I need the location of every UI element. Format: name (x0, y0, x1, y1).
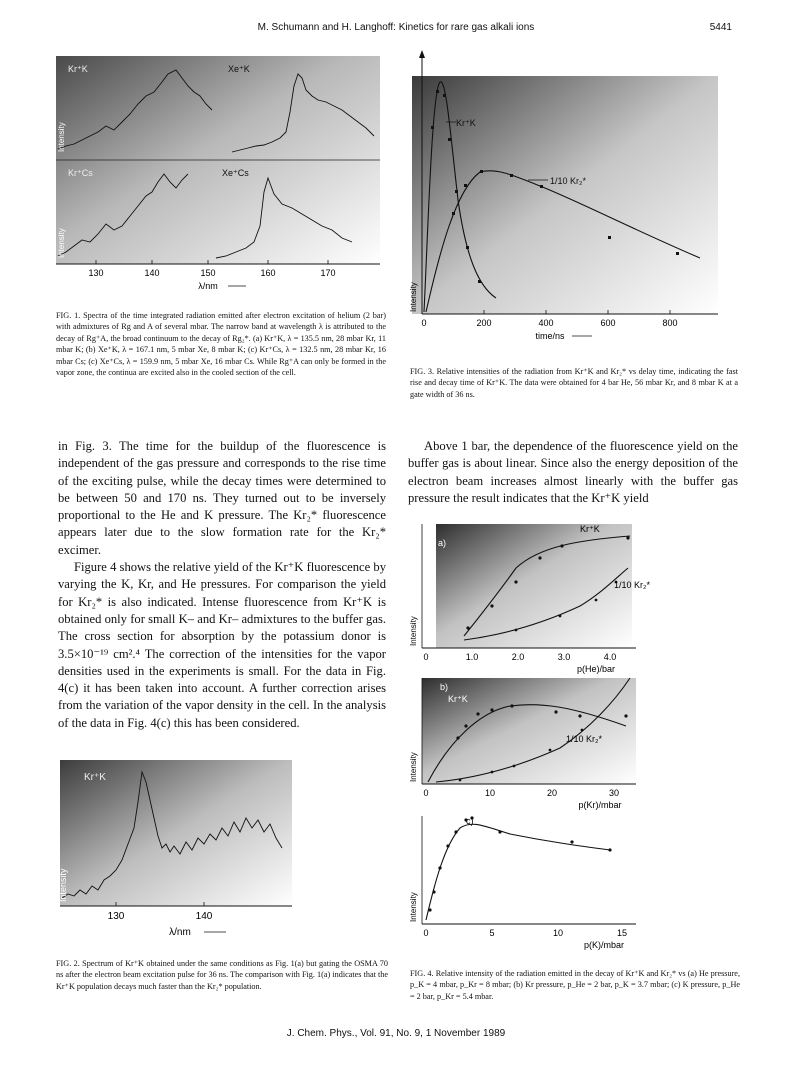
paragraph-1: in Fig. 3. The time for the buildup of the fluorescence is independent of the gas pressure and corresponds to the rise time of the exciting pulse, while the decay times were determined to be between 50 and 170 ns. They turned out to be inversely proportional to the He and K pressure. The Kr₂* fluorescence appears later due to the slow formation rate for the Kr₂* excimer. (58, 439, 386, 557)
fig3-xtick-800: 800 (662, 318, 678, 328)
fig2-xtick-140: 140 (195, 911, 213, 922)
figure-4-caption: FIG. 4. Relative intensity of the radiation emitted in the decay of Kr⁺K and Kr₂* vs (a) He pressure, p_K = 4 mbar, p_Kr = 8 mbar; (b) Kr pressure, p_He = 2 bar, p_K = 3.7 mbar; (c) K pressure, p_He = 2 bar, p_Kr = 5.4 mbar. (410, 969, 740, 1001)
fig1-label-kr-k: Kr⁺K (68, 64, 88, 74)
panel-a-xtick-3: 3.0 (557, 652, 571, 662)
journal-footer: J. Chem. Phys., Vol. 91, No. 9, 1 November 1989 (286, 1028, 506, 1039)
running-title: M. Schumann and H. Langhoff: Kinetics for rare gas alkali ions (257, 22, 535, 33)
fig1-ylabel-bottom: Intensity (57, 228, 66, 258)
panel-c-tag: c) (466, 816, 474, 826)
fig3-xtick-400: 400 (538, 318, 554, 328)
fig2-xtick-130: 130 (107, 911, 125, 922)
fig3-xtick-0: 0 (421, 318, 427, 328)
panel-c-ylabel: Intensity (409, 892, 418, 922)
fig3-xlabel: time/ns (535, 331, 565, 341)
fig2-ylabel: Intensity (58, 868, 68, 902)
panel-a-xtick-1: 1.0 (465, 652, 479, 662)
paragraph-right: Above 1 bar, the dependence of the fluorescence yield on the buffer gas is about linear. Since also the energy deposition of the electron beam increases almost linearly with the buffer gas pressure the result indicates that the Kr⁺K yield (408, 439, 738, 505)
panel-b-xtick-0: 0 (423, 788, 429, 798)
panel-c-xtick-3: 15 (616, 928, 628, 938)
fig2-xlabel: λ/nm (169, 927, 191, 938)
figure-2-graphic (56, 758, 296, 950)
panel-b-xtick-1: 10 (484, 788, 496, 798)
panel-a-tag: a) (438, 538, 447, 548)
fig1-xtick-150: 150 (200, 268, 216, 278)
panel-b-label-kr-k: Kr⁺K (448, 694, 468, 704)
panel-b-ylabel: Intensity (409, 752, 418, 782)
panel-b-xtick-3: 30 (608, 788, 620, 798)
figure-1-graphic (56, 56, 380, 296)
panel-b-xtick-2: 20 (546, 788, 558, 798)
panel-b-tag: b) (440, 682, 449, 692)
fig3-xtick-200: 200 (476, 318, 492, 328)
figure-1 (56, 56, 380, 296)
fig1-ylabel-top: Intensity (57, 122, 66, 152)
fig1-label-kr-cs: Kr⁺Cs (68, 168, 93, 178)
fig1-xlabel: λ/nm (198, 281, 218, 291)
fig1-xtick-170: 170 (320, 268, 336, 278)
fig2-label-kr-k: Kr⁺K (84, 772, 106, 783)
panel-c-curve (426, 824, 610, 920)
fig3-ylabel: Intensity (409, 282, 418, 312)
panel-c-xtick-2: 10 (552, 928, 564, 938)
figure-4 (400, 516, 740, 956)
panel-a-ylabel: Intensity (409, 616, 418, 646)
fig3-xtick-600: 600 (600, 318, 616, 328)
figure-3-caption: FIG. 3. Relative intensities of the radiation from Kr⁺K and Kr₂* vs delay time, indicating the fast rise and decay time of Kr⁺K. The data were obtained for 4 bar He, 56 mbar Kr, and 8 mbar K at a gate width of 36 ns. (410, 367, 738, 399)
panel-a-xtick-4: 4.0 (603, 652, 617, 662)
fig3-label-kr2: 1/10 Kr₂* (550, 176, 587, 186)
panel-a-label-kr2: 1/10 Kr₂* (614, 580, 651, 590)
panel-c-xtick-1: 5 (489, 928, 495, 938)
fig1-label-xe-k: Xe⁺K (228, 64, 250, 74)
fig3-label-kr-k: Kr⁺K (456, 118, 476, 128)
body-text-right (408, 438, 738, 507)
panel-b-label-kr2: 1/10 Kr₂* (566, 734, 603, 744)
panel-c-xtick-0: 0 (423, 928, 429, 938)
figure-1-caption: FIG. 1. Spectra of the time integrated radiation emitted after electron excitation of helium (2 bar) with admixtures of Rg and A of several mbar. The narrow band at wavelength λ is attributed to the decay of Rg⁺A, the broad continuum to the decay of Rg₂*. (a) Kr⁺K, λ = 135.5 nm, 28 mbar Kr, 11 mbar K; (b) Xe⁺K, λ = 167.1 nm, 5 mbar Xe, 8 mbar K; (c) Kr⁺Cs, λ = 132.5 nm, 28 mbar Kr, 16 mbar Cs; (c) Xe⁺Cs, λ = 159.9 nm, 5 mbar Xe, 16 mbar Cs. While Rg⁺A can only be formed in the vapor zone, the continua are excited also in the cooled section of the cell. (56, 311, 386, 378)
figure-3 (400, 50, 730, 360)
figure-2 (56, 758, 296, 950)
panel-b-xlabel: p(Kr)/mbar (578, 800, 622, 810)
panel-a-xlabel: p(He)/bar (576, 664, 616, 674)
figure-2-caption: FIG. 2. Spectrum of Kr⁺K obtained under the same conditions as Fig. 1(a) but gating the OSMA 70 ns after the electron beam excitation pulse for 36 ns. The comparison with Fig. 1(a) indicates that the Kr⁺K population decays much faster than the Kr₂* population. (56, 959, 388, 991)
panel-a-xtick-0: 0 (423, 652, 429, 662)
figure-3-graphic (400, 50, 730, 360)
fig1-xtick-130: 130 (88, 268, 104, 278)
panel-a-background (436, 524, 632, 648)
fig1-xtick-160: 160 (260, 268, 276, 278)
body-text-left (58, 438, 386, 732)
figure-4-graphic (400, 516, 740, 956)
fig1-label-xe-cs: Xe⁺Cs (222, 168, 249, 178)
fig1-xtick-140: 140 (144, 268, 160, 278)
paragraph-2: Figure 4 shows the relative yield of the Kr⁺K fluorescence by varying the K, Kr, and He pressures. For comparison the yield for Kr₂* is also indicated. Intense fluorescence from Kr⁺K is obtained only for small K– and Kr– admixtures to the buffer gas. The cross section for absorption by the potassium donor is 3.5×10⁻¹⁹ cm².⁴ The correction of the intensities for the vapor densities used in the experiments is small. For the data in Fig. 4(c) it has been taken into account. A further correction arises from the variation of the vapor density in the cell. In the analysis of the data in Fig. 4(c) this has been considered. (58, 560, 386, 730)
panel-a-xtick-2: 2.0 (511, 652, 525, 662)
panel-a-label-kr-k: Kr⁺K (580, 524, 600, 534)
panel-c-xlabel: p(K)/mbar (583, 940, 625, 950)
page-number: 5441 (709, 22, 732, 33)
